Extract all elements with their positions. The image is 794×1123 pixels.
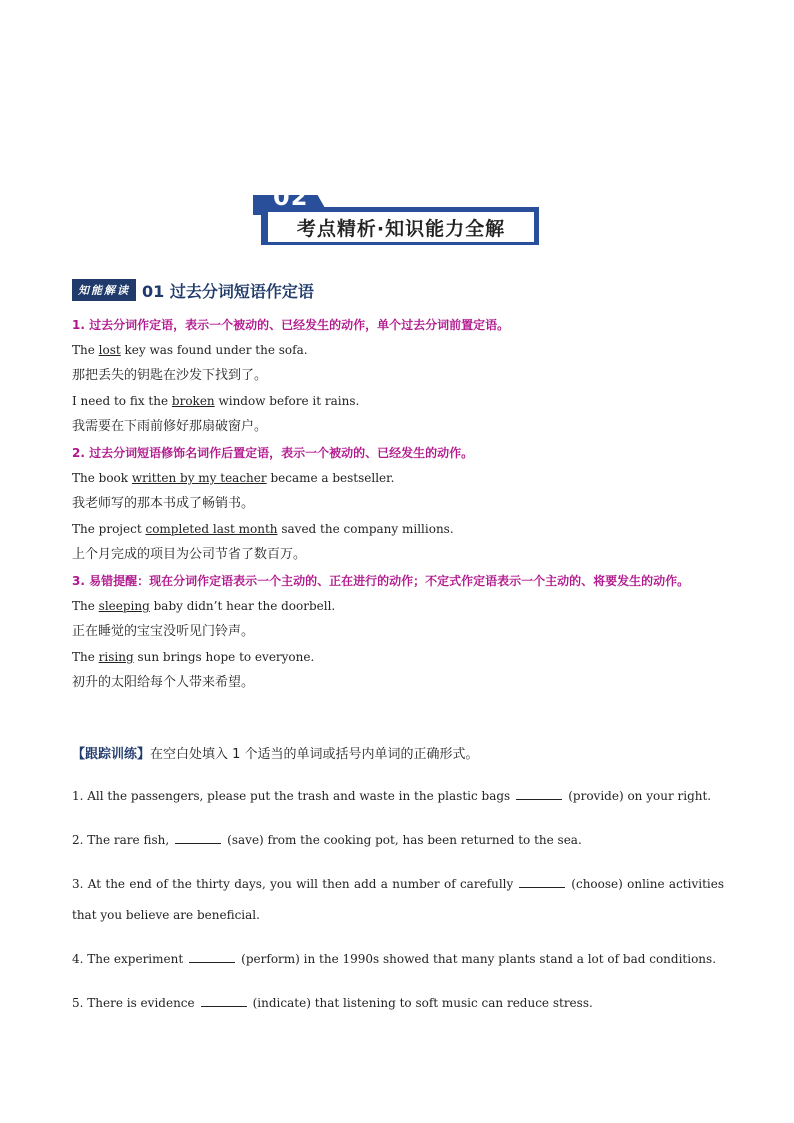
question-item (72, 944, 724, 975)
underlined-phrase: rising (98, 650, 134, 664)
exercise-section (72, 742, 724, 1019)
underlined-phrase: completed last month (145, 522, 278, 536)
section-badge: 知能解读 (72, 279, 136, 301)
answer-blank[interactable] (201, 996, 247, 1007)
banner-title-box (267, 211, 535, 243)
answer-blank[interactable] (519, 877, 565, 888)
question-item (72, 869, 724, 931)
question-item (72, 988, 724, 1019)
exercise-label: 【跟踪训练】 (72, 747, 151, 762)
rule-block (72, 440, 724, 568)
exercise-title (72, 742, 724, 768)
question-text: (choose) online activities that you believe are beneficial. (72, 877, 724, 922)
underlined-phrase: written by my teacher (131, 471, 267, 485)
example-text: baby didn’t hear the doorbell. (149, 599, 336, 613)
question-item (72, 825, 724, 856)
rules-content (72, 312, 724, 696)
answer-blank[interactable] (189, 952, 235, 963)
banner-title: 考点精析·知识能力全解 (296, 217, 506, 240)
example-english (72, 466, 724, 491)
rule-text: 2. 过去分词短语修饰名词作后置定语，表示一个被动的、已经发生的动作。 (72, 446, 474, 460)
example-chinese: 上个月完成的项目为公司节省了数百万。 (72, 547, 307, 562)
banner-number: 02 (273, 183, 309, 211)
example-english (72, 389, 724, 414)
example-text: saved the company millions. (277, 522, 454, 536)
example-chinese: 那把丢失的钥匙在沙发下找到了。 (72, 368, 268, 383)
example-text: The (72, 343, 99, 357)
underlined-phrase: lost (98, 343, 121, 357)
answer-blank[interactable] (175, 833, 221, 844)
rule-text: 1. 过去分词作定语，表示一个被动的、已经发生的动作，单个过去分词前置定语。 (72, 318, 510, 332)
example-text: The project (72, 522, 146, 536)
example-english (72, 517, 724, 542)
example-text: I need to fix the (72, 394, 172, 408)
question-text: 2. The rare fish, (72, 833, 170, 847)
example-text: key was found under the sofa. (120, 343, 308, 357)
question-text: 1. All the passengers, please put the trash and waste in the plastic bags (72, 789, 511, 803)
example-english (72, 645, 724, 670)
question-item (72, 781, 724, 812)
example-text: became a bestseller. (266, 471, 395, 485)
example-chinese: 正在睡觉的宝宝没听见门铃声。 (72, 624, 255, 639)
example-text: The book (72, 471, 132, 485)
rule-text: 3. 易错提醒：现在分词作定语表示一个主动的、正在进行的动作；不定式作定语表示一个主动的、将要发生的动作。 (72, 574, 690, 588)
section-banner (253, 183, 539, 247)
rule-block (72, 312, 724, 440)
exercise-instruction: 在空白处填入 1 个适当的单词或括号内单词的正确形式。 (150, 747, 479, 762)
example-chinese: 我老师写的那本书成了畅销书。 (72, 496, 255, 511)
question-text: 5. There is evidence (72, 996, 195, 1010)
question-text: 4. The experiment (72, 952, 184, 966)
answer-blank[interactable] (516, 789, 562, 800)
example-english (72, 338, 724, 363)
example-text: The (72, 650, 99, 664)
underlined-phrase: sleeping (98, 599, 150, 613)
example-text: sun brings hope to everyone. (133, 650, 315, 664)
question-text: (perform) in the 1990s showed that many plants stand a lot of bad conditions. (241, 952, 717, 966)
question-text: 3. At the end of the thirty days, you will then add a number of carefully (72, 877, 514, 891)
section-title: 01 过去分词短语作定语 (142, 281, 314, 301)
example-chinese: 我需要在下雨前修好那扇破窗户。 (72, 419, 268, 434)
example-chinese: 初升的太阳给每个人带来希望。 (72, 675, 255, 690)
underlined-phrase: broken (171, 394, 215, 408)
question-text: (save) from the cooking pot, has been returned to the sea. (227, 833, 582, 847)
example-text: window before it rains. (214, 394, 360, 408)
rule-block (72, 568, 724, 696)
section-heading (72, 278, 314, 302)
example-text: The (72, 599, 99, 613)
question-text: (provide) on your right. (568, 789, 712, 803)
example-english (72, 594, 724, 619)
question-text: (indicate) that listening to soft music can reduce stress. (252, 996, 593, 1010)
